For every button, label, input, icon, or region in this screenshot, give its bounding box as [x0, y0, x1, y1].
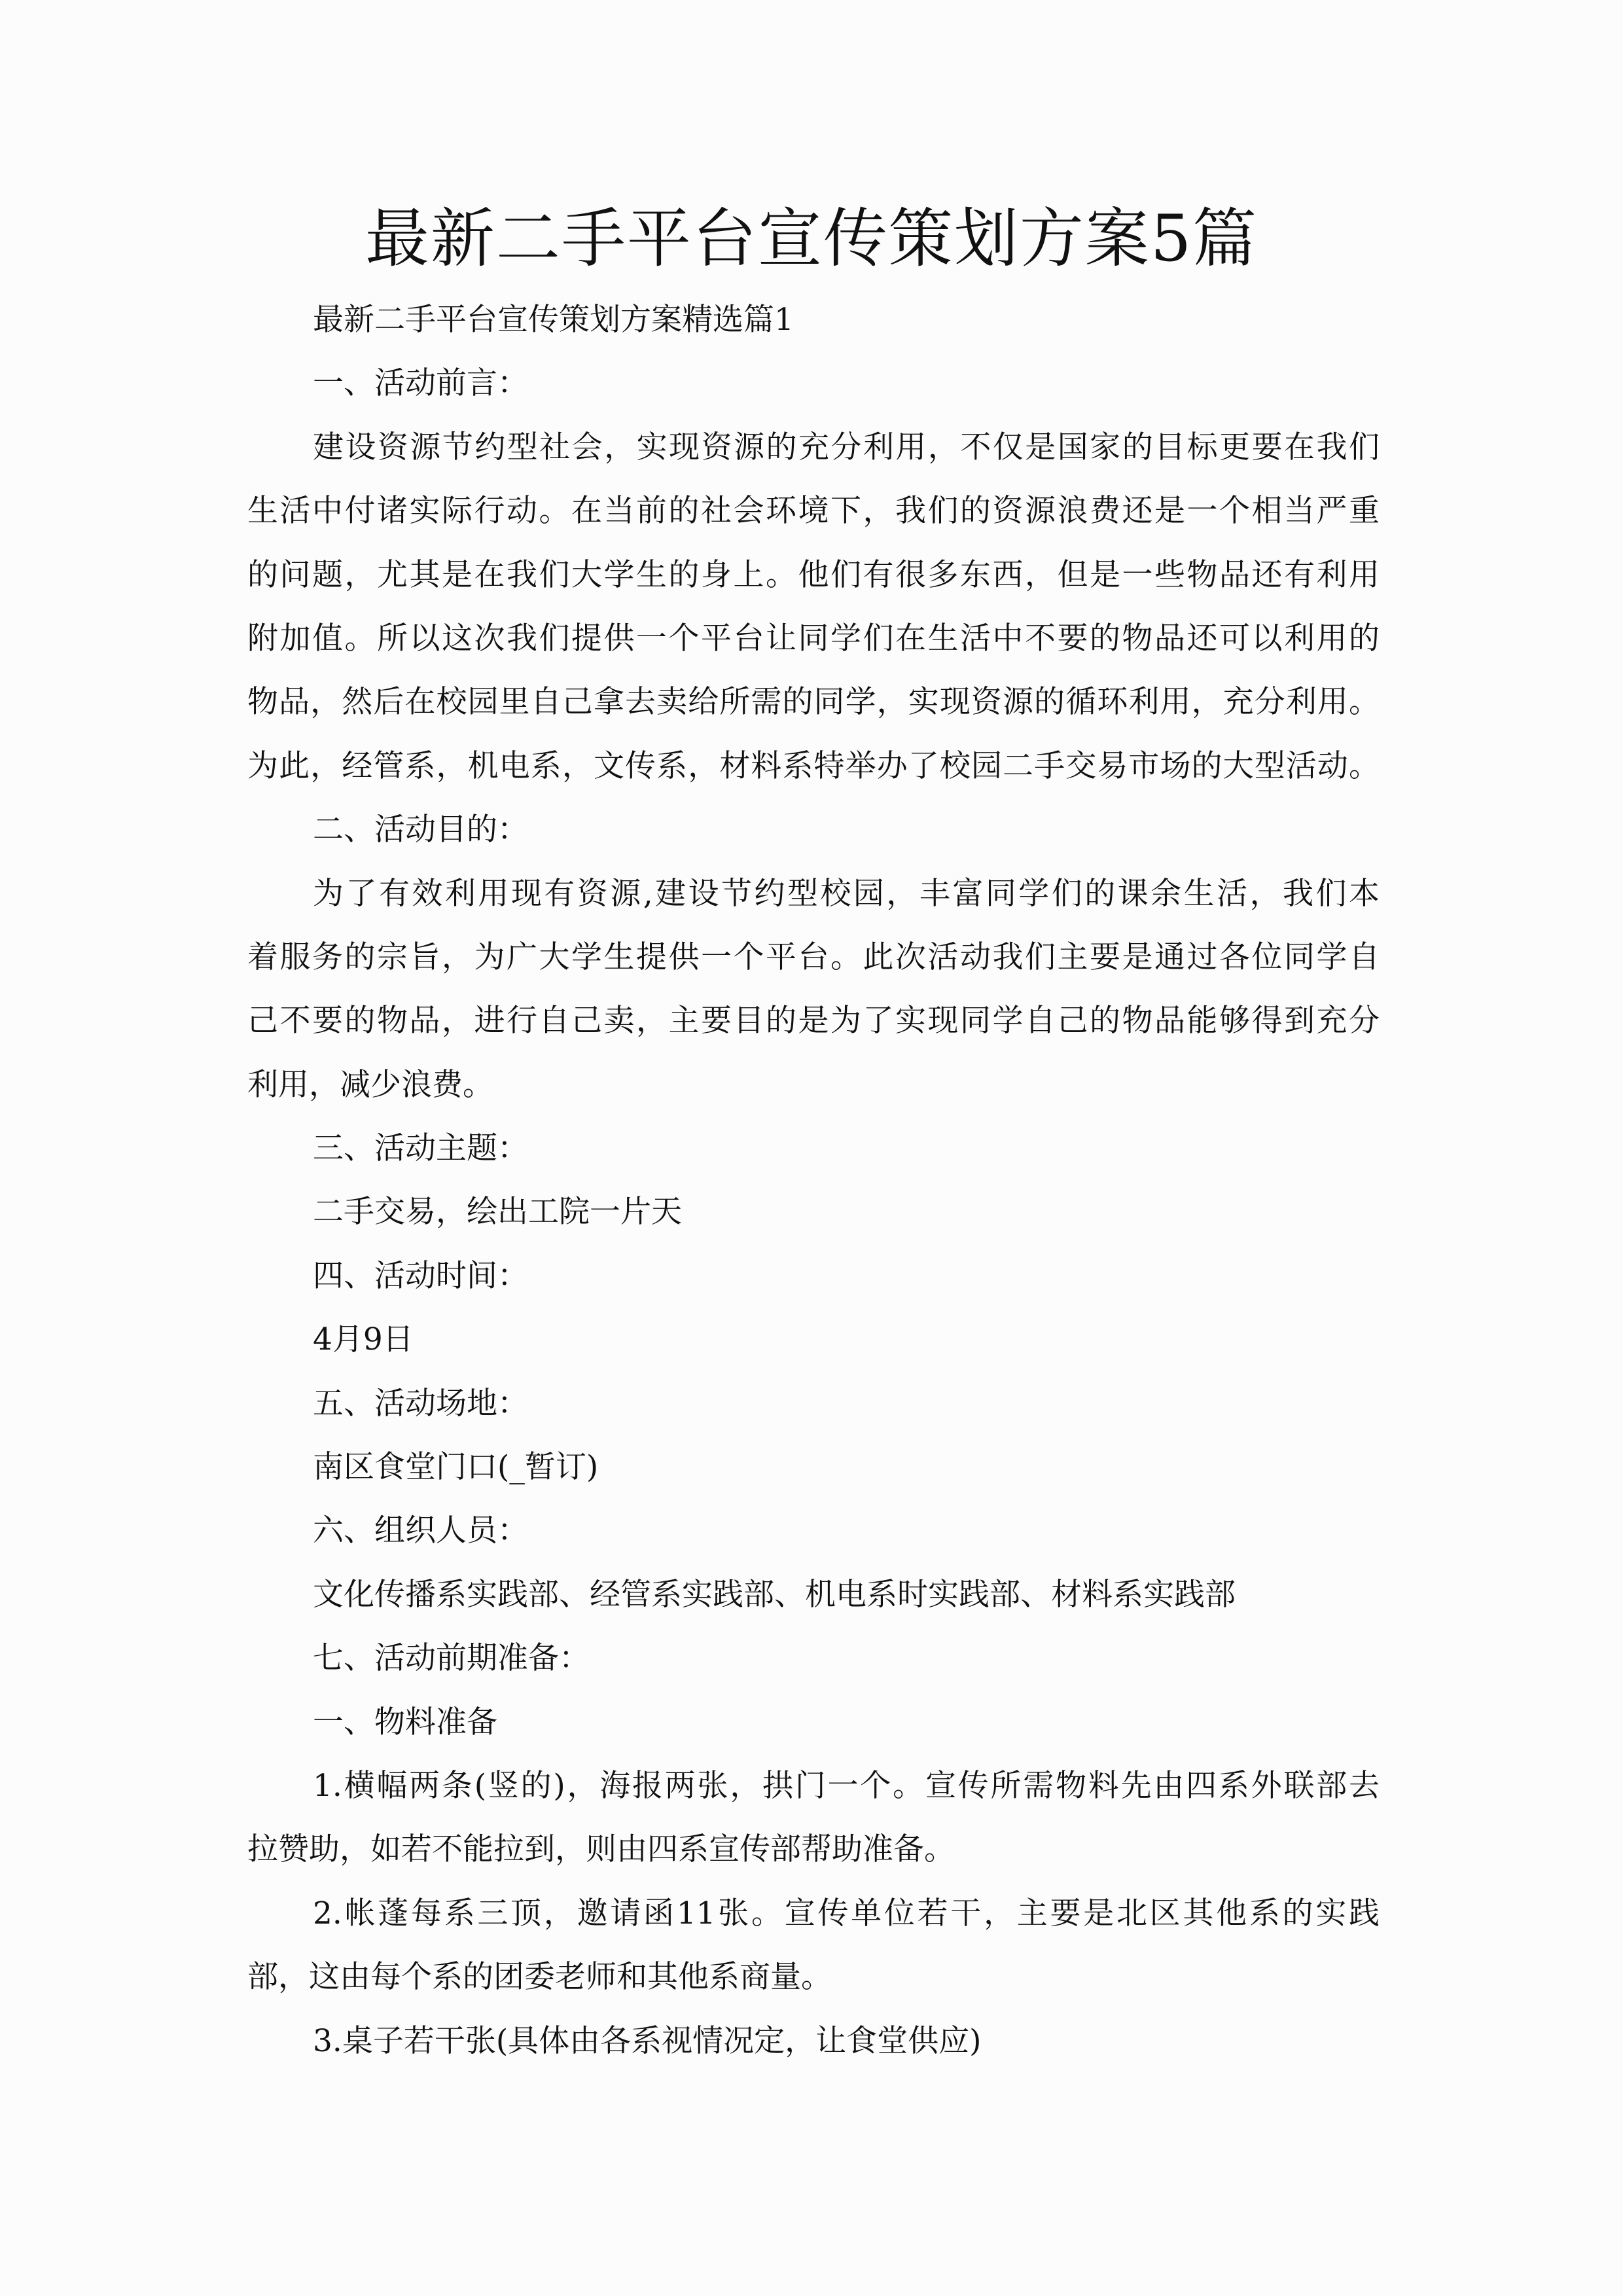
paragraph-line: 二手交易，绘出工院一片天 [313, 1194, 682, 1230]
paragraph-line: 生活中付诸实际行动。在当前的社会环境下，我们的资源浪费还是一个相当严重 [247, 493, 1380, 529]
paragraph-line: 着服务的宗旨，为广大学生提供一个平台。此次活动我们主要是通过各位同学自 [247, 939, 1380, 975]
list-item-line: 1.横幅两条(竖的)，海报两张，拱门一个。宣传所需物料先由四系外联部去 [313, 1767, 1380, 1804]
list-item-line: 2.帐蓬每系三顶，邀请函11张。宣传单位若干，主要是北区其他系的实践 [313, 1895, 1380, 1931]
section-heading: 四、活动时间： [313, 1257, 528, 1294]
document-body [247, 288, 1380, 2073]
section-heading: 最新二手平台宣传策划方案精选篇1 [313, 302, 794, 338]
list-item-line: 拉赞助，如若不能拉到，则由四系宣传部帮助准备。 [247, 1831, 955, 1868]
paragraph-line: 利用，减少浪费。 [247, 1066, 493, 1103]
section-heading: 七、活动前期准备： [313, 1640, 590, 1677]
paragraph-line: 南区食堂门口(_暂订) [313, 1449, 599, 1486]
paragraph-line: 物品，然后在校园里自己拿去卖给所需的同学，实现资源的循环利用，充分利用。 [247, 684, 1380, 721]
section-heading: 三、活动主题： [313, 1130, 528, 1167]
paragraph-line: 附加值。所以这次我们提供一个平台让同学们在生活中不要的物品还可以利用的 [247, 620, 1380, 656]
list-item-line: 3.桌子若干张(具体由各系视情况定，让食堂供应) [313, 2022, 982, 2059]
section-heading: 五、活动场地： [313, 1385, 528, 1422]
list-item-line: 部，这由每个系的团委老师和其他系商量。 [247, 1959, 832, 1996]
paragraph-line: 文化传播系实践部、经管系实践部、机电系时实践部、材料系实践部 [313, 1576, 1236, 1613]
paragraph-line: 4月9日 [313, 1321, 414, 1358]
section-heading: 二、活动目的： [313, 812, 528, 848]
paragraph-line: 的问题，尤其是在我们大学生的身上。他们有很多东西，但是一些物品还有利用 [247, 556, 1380, 593]
paragraph-line: 为了有效利用现有资源,建设节约型校园，丰富同学们的课余生活，我们本 [313, 875, 1380, 912]
paragraph-line: 己不要的物品，进行自己卖，主要目的是为了实现同学自己的物品能够得到充分 [247, 1003, 1380, 1039]
paragraph-line: 为此，经管系，机电系，文传系，材料系特举办了校园二手交易市场的大型活动。 [247, 747, 1380, 784]
document-title: 最新二手平台宣传策划方案5篇 [365, 202, 1258, 276]
section-heading: 一、活动前言： [313, 365, 528, 402]
section-heading: 六、组织人员： [313, 1513, 528, 1549]
subsection-heading: 一、物料准备 [313, 1704, 497, 1740]
paragraph-line: 建设资源节约型社会，实现资源的充分利用，不仅是国家的目标更要在我们 [313, 429, 1380, 465]
